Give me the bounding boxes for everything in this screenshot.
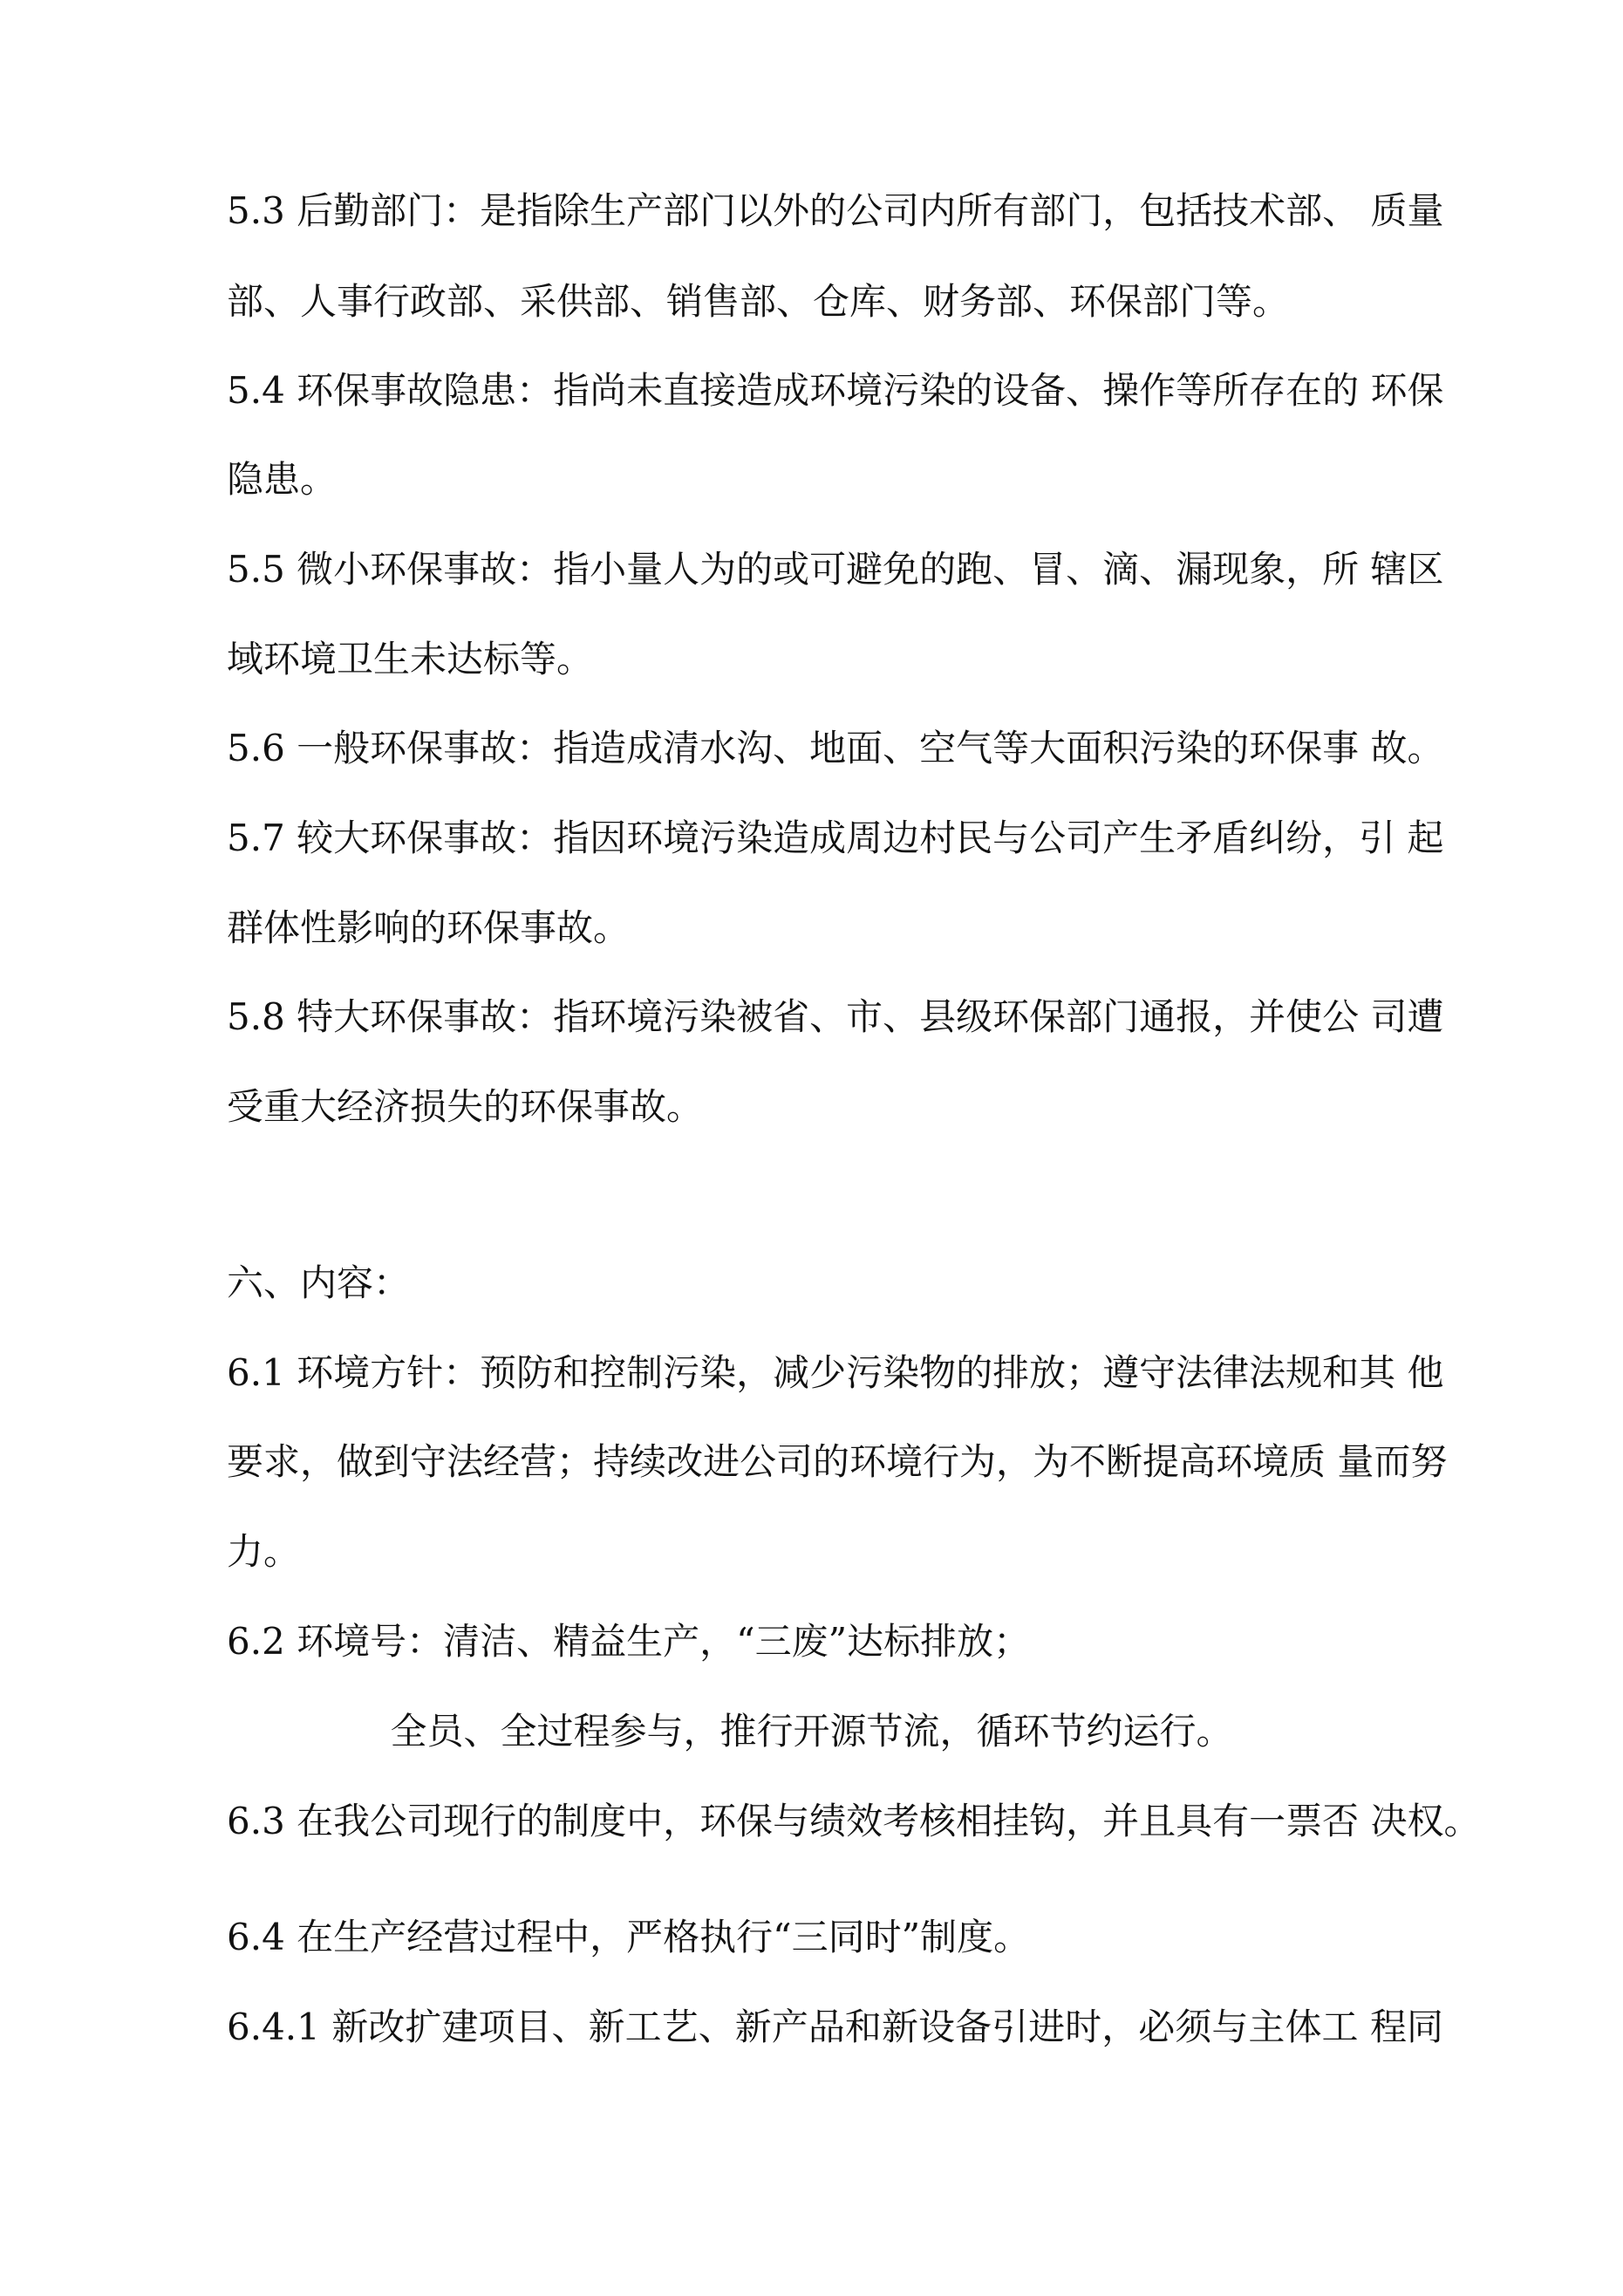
para-6-3: 6.3 在我公司现行的制度中，环保与绩效考核相挂钩，并且具有一票否 决权。 xyxy=(227,1800,1481,1842)
para-5-8-line-2: 受重大经济损失的环保事故。 xyxy=(227,1085,704,1128)
para-5-7-line-1: 5.7 较大环保事故：指因环境污染造成周边村民与公司产生矛盾纠纷，引 起 xyxy=(227,817,1444,859)
para-6-2-line-2: 全员、全过程参与，推行开源节流，循环节约运行。 xyxy=(390,1710,1233,1753)
para-5-5-line-2: 域环境卫生未达标等。 xyxy=(227,638,594,680)
para-5-4-line-1: 5.4 环保事故隐患：指尚未直接造成环境污染的设备、操作等所存在的 环保 xyxy=(227,369,1444,412)
para-5-3-line-1: 5.3 后勤部门：是指除生产部门以外的公司内所有部门，包括技术部、 质量 xyxy=(227,189,1444,232)
para-6-1-line-1: 6.1 环境方针：预防和控制污染，减少污染物的排放；遵守法律法规和其 他 xyxy=(227,1351,1444,1394)
para-5-6: 5.6 一般环保事故：指造成清水沟、地面、空气等大面积污染的环保事 故。 xyxy=(227,727,1444,769)
para-6-2-line-1: 6.2 环境号：清洁、精益生产，“三废”达标排放； xyxy=(227,1620,1031,1663)
para-6-1-line-3: 力。 xyxy=(227,1530,301,1573)
section-heading-6: 六、内容： xyxy=(227,1261,411,1304)
para-5-8-line-1: 5.8 特大环保事故：指环境污染被省、市、县级环保部门通报，并使公 司遭 xyxy=(227,995,1444,1038)
para-5-4-line-2: 隐患。 xyxy=(227,458,338,501)
para-5-3-line-2: 部、人事行政部、采供部、销售部、仓库、财务部、环保部门等。 xyxy=(227,280,1290,323)
para-6-4-1-line-1: 6.4.1 新改扩建项目、新工艺、新产品和新设备引进时，必须与主体工 程同 xyxy=(227,2006,1443,2048)
para-6-1-line-2: 要求，做到守法经营；持续改进公司的环境行为，为不断提高环境质 量而努 xyxy=(227,1440,1448,1483)
para-5-7-line-2: 群体性影响的环保事故。 xyxy=(227,906,631,949)
para-5-5-line-1: 5.5 微小环保事故：指小量人为的或可避免的跑、冒、滴、漏现象，所 辖区 xyxy=(227,548,1444,591)
para-6-4: 6.4 在生产经营过程中，严格执行“三同时”制度。 xyxy=(227,1916,1031,1958)
